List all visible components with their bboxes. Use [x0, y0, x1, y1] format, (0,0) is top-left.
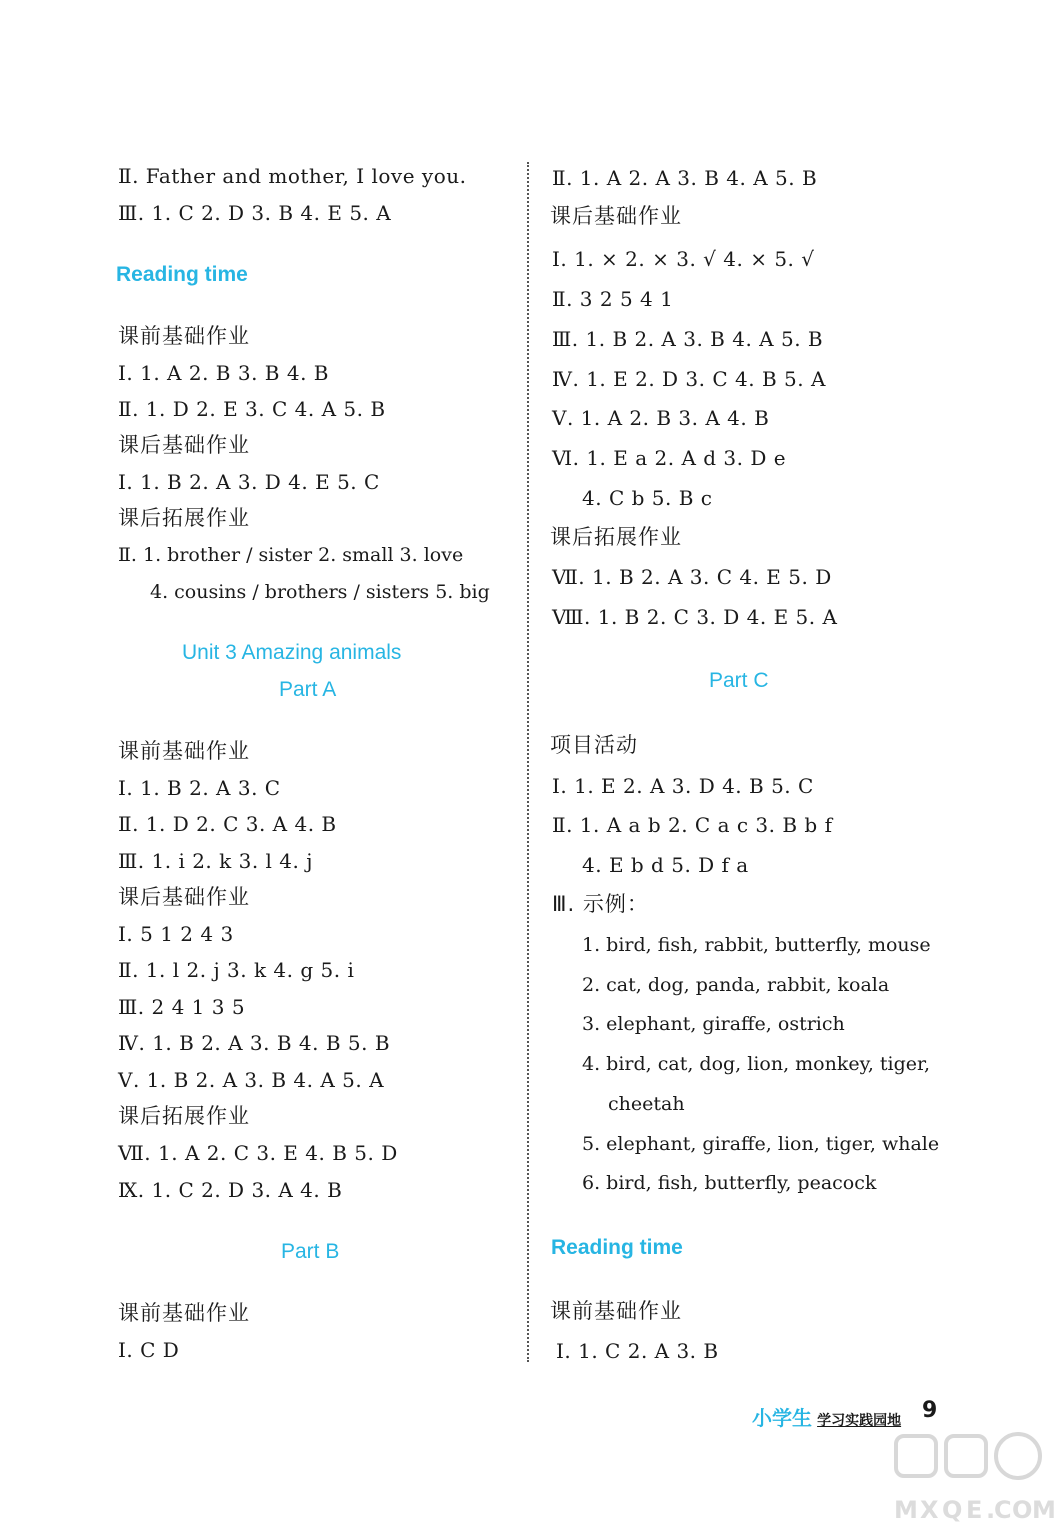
- answer-line: Ⅱ. 3 2 5 4 1: [552, 287, 674, 311]
- answer-line: 5. elephant, giraffe, lion, tiger, whale: [582, 1133, 940, 1155]
- answer-line: Ⅲ. 示例：: [552, 892, 649, 916]
- column-divider: [527, 162, 529, 1362]
- svg-text:E: E: [966, 1496, 983, 1524]
- svg-text:M: M: [894, 1496, 918, 1524]
- answer-line: 4. cousins / brothers / sisters 5. big: [150, 581, 490, 603]
- footer-brand: [752, 1402, 901, 1431]
- section-label: 课后拓展作业: [550, 525, 682, 549]
- svg-text:.: .: [986, 1496, 996, 1524]
- answer-line: Ⅳ. 1. E 2. D 3. C 4. B 5. A: [552, 367, 826, 391]
- svg-text:M: M: [1032, 1496, 1056, 1524]
- answer-line: Ⅰ. 1. A 2. B 3. B 4. B: [118, 361, 329, 385]
- answer-line: Ⅱ. Father and mother, I love you.: [118, 164, 467, 188]
- answer-line: 4. E b d 5. D f a: [582, 853, 749, 877]
- answer-line: Ⅴ. 1. A 2. B 3. A 4. B: [552, 406, 770, 430]
- svg-text:O: O: [1012, 1496, 1033, 1524]
- svg-text:Q: Q: [942, 1496, 963, 1524]
- answer-line: Ⅶ. 1. B 2. A 3. C 4. E 5. D: [552, 565, 832, 589]
- part-title-c: Part C: [709, 669, 769, 692]
- section-label: 项目活动: [550, 733, 638, 757]
- answer-line: Ⅵ. 1. E a 2. A d 3. D e: [552, 446, 787, 470]
- answer-line: Ⅲ. 1. i 2. k 3. l 4. j: [118, 849, 313, 873]
- part-title-a: Part A: [279, 678, 337, 701]
- answer-line: Ⅰ. 5 1 2 4 3: [118, 922, 234, 946]
- answer-line: Ⅰ. 1. B 2. A 3. C: [118, 776, 281, 800]
- answer-line: Ⅱ. 1. A a b 2. C a c 3. B b f: [552, 813, 833, 837]
- answer-line: Ⅷ. 1. B 2. C 3. D 4. E 5. A: [552, 605, 838, 629]
- section-label: 课后基础作业: [118, 433, 250, 457]
- section-label: 课前基础作业: [118, 1301, 250, 1325]
- section-label: 课后拓展作业: [118, 506, 250, 530]
- part-title-b: Part B: [281, 1240, 340, 1263]
- section-label: 课前基础作业: [118, 739, 250, 763]
- brand-main: 小学生: [752, 1406, 812, 1430]
- section-label: 课前基础作业: [118, 324, 250, 348]
- answer-line: Ⅲ. 1. B 2. A 3. B 4. A 5. B: [552, 327, 824, 351]
- answer-line: Ⅰ. 1. × 2. × 3. √ 4. × 5. √: [552, 247, 815, 271]
- section-heading-reading-time: Reading time: [551, 1236, 683, 1259]
- answer-line: Ⅱ. 1. A 2. A 3. B 4. A 5. B: [552, 166, 818, 190]
- section-heading-reading-time: Reading time: [116, 263, 248, 286]
- answer-line: 3. elephant, giraffe, ostrich: [582, 1013, 845, 1035]
- watermark-logo-icon: [890, 1430, 1056, 1530]
- answer-line: 6. bird, fish, butterfly, peacock: [582, 1172, 877, 1194]
- answer-line: cheetah: [608, 1093, 685, 1115]
- section-label: 课后基础作业: [550, 204, 682, 228]
- answer-line: Ⅱ. 1. brother / sister 2. small 3. love: [118, 544, 464, 566]
- section-label: 课后拓展作业: [118, 1104, 250, 1128]
- answer-line: Ⅰ. C D: [118, 1338, 180, 1362]
- brand-sub: 学习实践园地: [817, 1413, 902, 1429]
- section-label: 课前基础作业: [550, 1299, 682, 1323]
- answer-line: 2. cat, dog, panda, rabbit, koala: [582, 974, 890, 996]
- svg-text:X: X: [920, 1496, 939, 1524]
- answer-line: 4. bird, cat, dog, lion, monkey, tiger,: [582, 1053, 931, 1075]
- answer-line: Ⅲ. 2 4 1 3 5: [118, 995, 246, 1019]
- answer-line: 1. bird, fish, rabbit, butterfly, mouse: [582, 934, 931, 956]
- answer-line: Ⅱ. 1. D 2. E 3. C 4. A 5. B: [118, 397, 386, 421]
- answer-line: Ⅲ. 1. C 2. D 3. B 4. E 5. A: [118, 201, 392, 225]
- answer-line: Ⅶ. 1. A 2. C 3. E 4. B 5. D: [118, 1141, 398, 1165]
- answer-line: Ⅸ. 1. C 2. D 3. A 4. B: [118, 1178, 343, 1202]
- answer-line: Ⅱ. 1. l 2. j 3. k 4. g 5. i: [118, 958, 355, 982]
- answer-line: 4. C b 5. B c: [582, 486, 713, 510]
- answer-line: Ⅳ. 1. B 2. A 3. B 4. B 5. B: [118, 1031, 391, 1055]
- answer-line: Ⅰ. 1. C 2. A 3. B: [556, 1339, 719, 1363]
- answer-line: Ⅱ. 1. D 2. C 3. A 4. B: [118, 812, 337, 836]
- section-label: 课后基础作业: [118, 885, 250, 909]
- answer-line: Ⅰ. 1. B 2. A 3. D 4. E 5. C: [118, 470, 380, 494]
- svg-text:C: C: [994, 1496, 1012, 1524]
- answer-line: Ⅴ. 1. B 2. A 3. B 4. A 5. A: [118, 1068, 385, 1092]
- page-number: 9: [922, 1398, 938, 1423]
- answer-line: Ⅰ. 1. E 2. A 3. D 4. B 5. C: [552, 774, 814, 798]
- unit-title: Unit 3 Amazing animals: [182, 641, 402, 664]
